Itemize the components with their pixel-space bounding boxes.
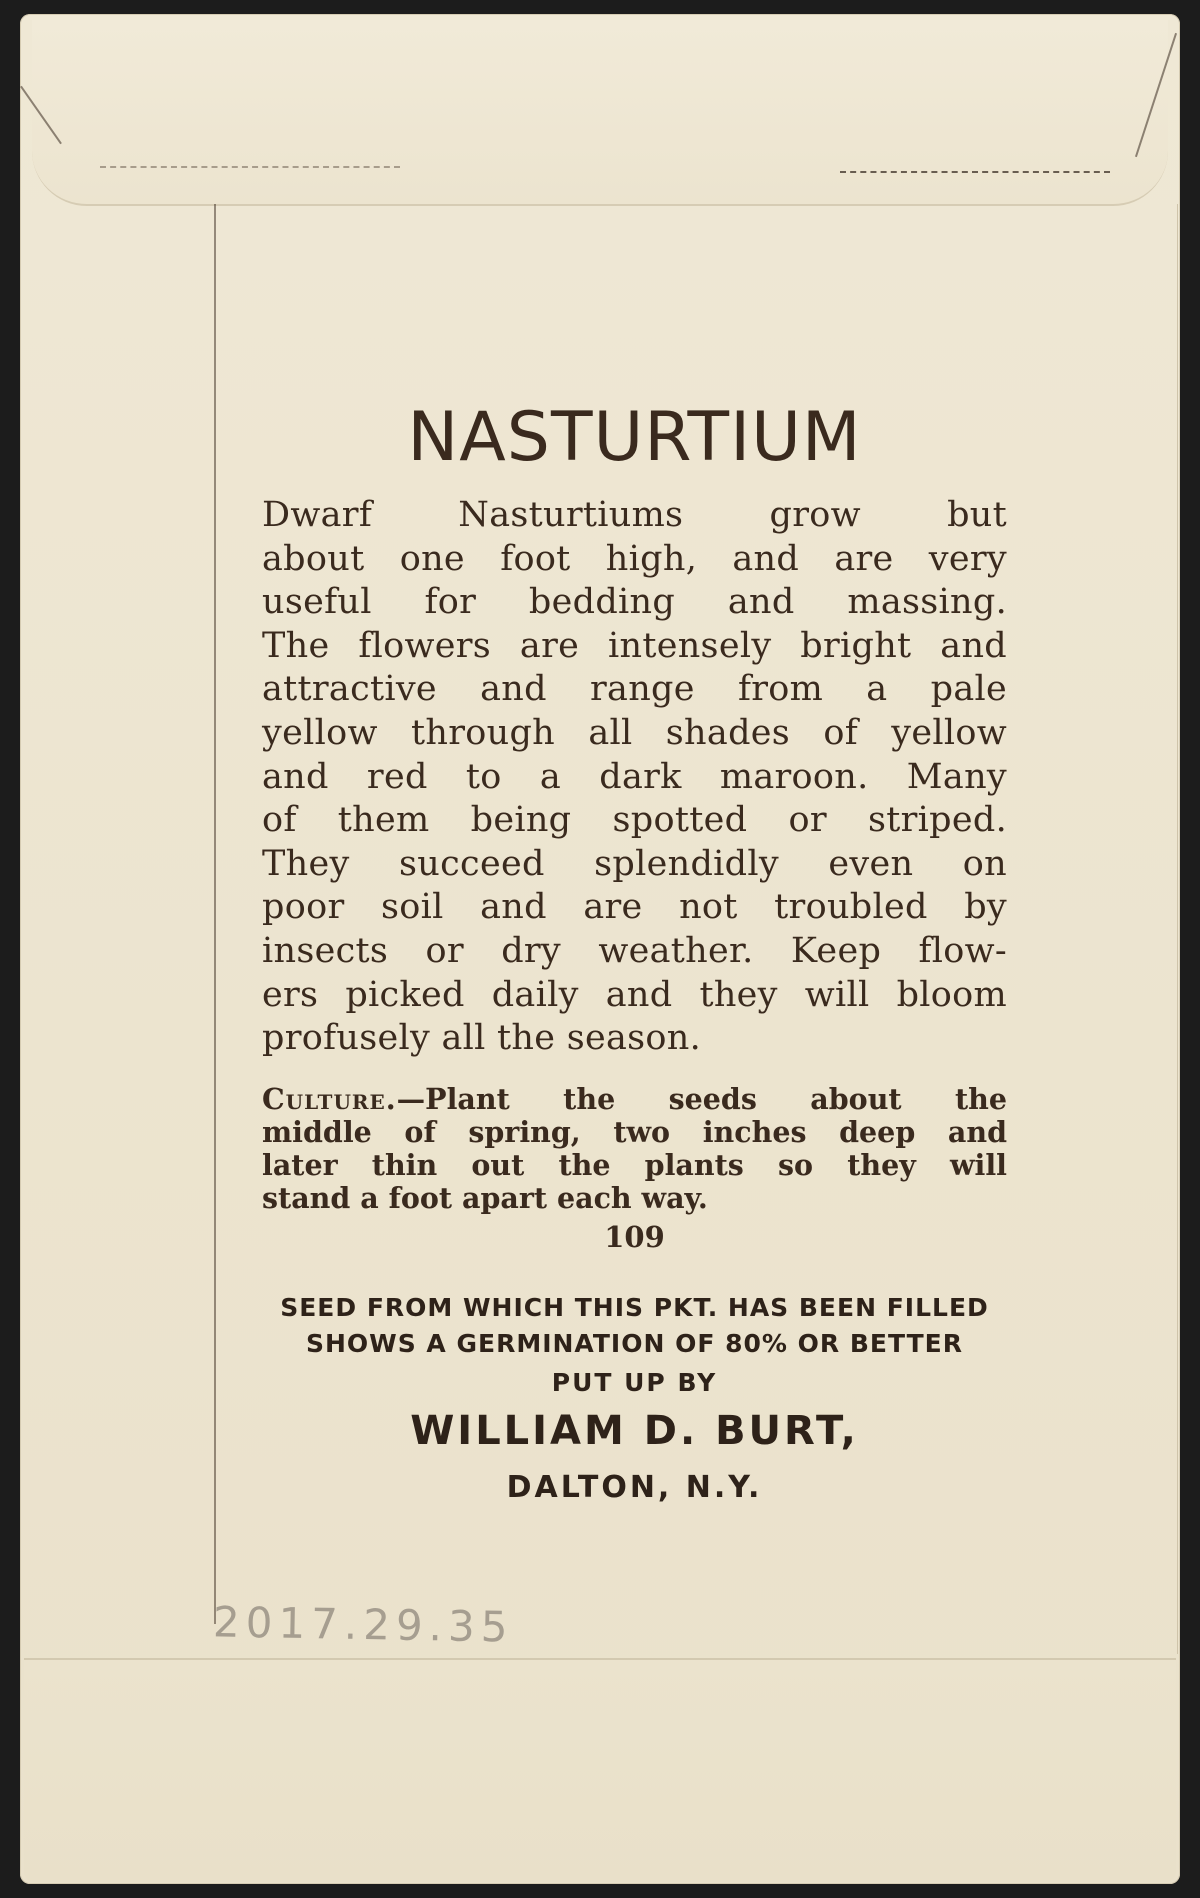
culture-instructions: [262, 1083, 1007, 1215]
top-flap: [32, 20, 1168, 206]
description-line: poor soil and are not troubled by: [262, 887, 1007, 928]
left-seam: [214, 204, 216, 1624]
germination-line: SEED FROM WHICH THIS PKT. HAS BEEN FILLED: [280, 1293, 989, 1322]
description-line: They succeed splendidly even on: [262, 843, 1007, 884]
fold-line-left: [100, 166, 400, 168]
packet-title: NASTURTIUM: [407, 398, 862, 477]
culture-text: —Plant the seeds about the: [396, 1081, 1007, 1116]
culture-label: Culture.: [262, 1081, 397, 1116]
description-line: ers picked daily and they will bloom: [262, 974, 1007, 1015]
description-line: insects or dry weather. Keep flow-: [262, 930, 1007, 971]
description-line: Dwarf Nasturtiums grow but: [262, 495, 1007, 535]
grower-info: [262, 1290, 1007, 1514]
description: [262, 494, 1007, 1061]
description-line: profusely all the season.: [262, 1018, 702, 1059]
germination-line: SHOWS A GERMINATION OF 80% OR BETTER: [305, 1329, 964, 1358]
culture-line: later thin out the plants so they will: [262, 1147, 1007, 1182]
grower-name: WILLIAM D. BURT,: [410, 1408, 859, 1454]
fold-line-right: [840, 171, 1110, 173]
description-line: of them being spotted or striped.: [262, 800, 1007, 841]
description-line: useful for bedding and massing.: [262, 582, 1007, 623]
catalog-number: 109: [604, 1219, 665, 1254]
description-line: attractive and range from a pale: [262, 669, 1007, 710]
description-line: yellow through all shades of yellow: [262, 712, 1007, 753]
right-seam: [1177, 204, 1178, 1654]
bottom-flap: [24, 1658, 1176, 1882]
description-line: and red to a dark maroon. Many: [262, 756, 1007, 797]
culture-line: middle of spring, two inches deep and: [262, 1114, 1007, 1149]
culture-line: stand a foot apart each way.: [262, 1180, 708, 1215]
accession-number: 2017.29.35: [212, 1597, 514, 1652]
description-line: about one foot high, and are very: [262, 538, 1007, 579]
grower-location: DALTON, N.Y.: [506, 1470, 763, 1505]
put-up-by: PUT UP BY: [551, 1368, 718, 1397]
culture-line: [262, 1083, 1007, 1116]
description-line: The flowers are intensely bright and: [262, 625, 1007, 666]
packet-text: [262, 390, 1007, 1257]
